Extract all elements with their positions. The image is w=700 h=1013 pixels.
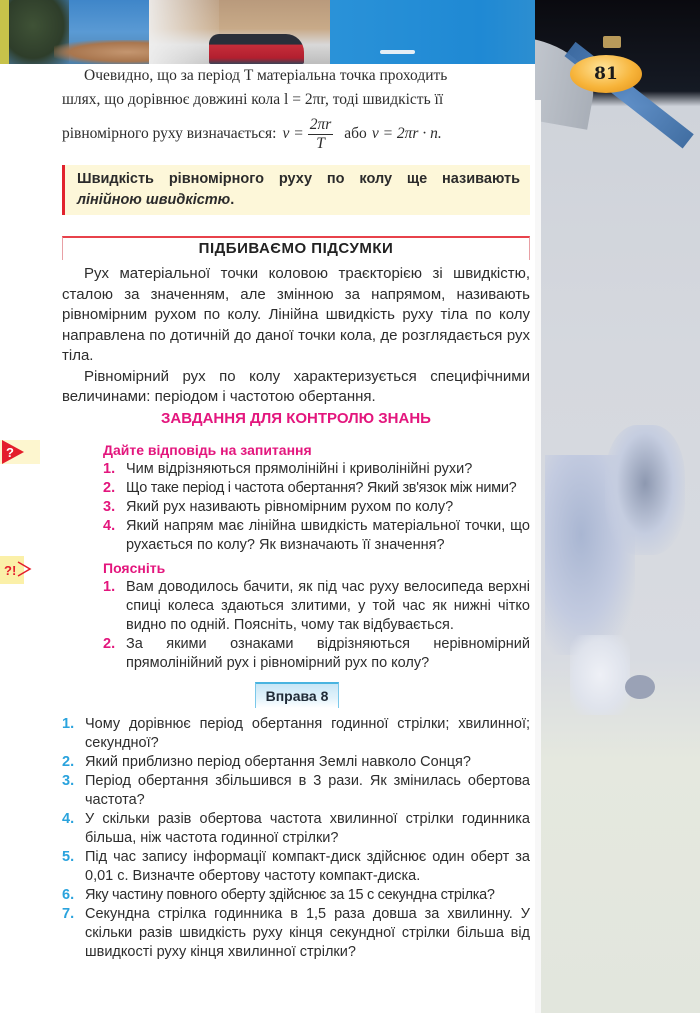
exercise-text: Під час запису інформації компакт-диск здійснює один оберт за 0,01 с. Визначте обертову частоту компакт-диска. (85, 849, 530, 884)
question-text: Який напрям має лінійна швидкість матеріальної точки, що рухається по колу? Як визначають її значення? (126, 518, 530, 553)
horse-hoof-shape (625, 675, 655, 699)
formula1-lhs: v = (282, 125, 304, 142)
exercise-text: Секундна стрілка годинника в 1,5 раза довша за хвилинну. У скільки разів швидкість руху кінця секундної стрілки більша від швидкості руху кінця хвилинної стрілки? (85, 906, 530, 960)
race-car-shape (209, 34, 304, 64)
summary-body (62, 264, 530, 408)
exercise-item (0, 905, 530, 962)
fraction (308, 116, 334, 153)
horse-head-shape (605, 425, 685, 555)
exercise-list (0, 715, 530, 962)
side-illustration (535, 0, 700, 1013)
column-edge (535, 100, 541, 1013)
formula-line (62, 112, 530, 156)
exercise-number: 2. (62, 754, 75, 770)
explain-number: 1. (103, 579, 116, 595)
question-arrow-icon (0, 438, 40, 466)
question-item (103, 479, 530, 498)
question-item (103, 517, 530, 555)
page-number-badge: 81 (570, 55, 642, 93)
definition-text: Швидкість рівномірного руху по колу ще називають (77, 171, 520, 187)
definition-end: . (230, 192, 235, 208)
question-number: 3. (103, 499, 116, 515)
exercise-number: 5. (62, 849, 75, 865)
exercise-item (0, 810, 530, 848)
exercise-item (0, 715, 530, 753)
tasks-title: ЗАВДАННЯ ДЛЯ КОНТРОЛЮ ЗНАНЬ (161, 410, 431, 427)
exercise-item (0, 848, 530, 886)
cougar-shape (54, 40, 159, 64)
explain-list (103, 578, 530, 673)
plane-shape (380, 50, 415, 54)
questions-list (103, 460, 530, 555)
banner-color-strip (0, 0, 9, 64)
question-item (103, 498, 530, 517)
intro-line-1: Очевидно, що за період T матеріальна точка проходить (84, 67, 448, 84)
exercise-item (0, 772, 530, 810)
definition-callout (62, 165, 530, 215)
exercise-text: Період обертання збільшився в 3 рази. Як змінилась обертова частота? (85, 773, 530, 808)
fraction-numerator: 2πr (309, 115, 332, 133)
intro-paragraph (62, 64, 530, 156)
satellite-body-shape (603, 36, 621, 48)
question-number: 2. (103, 480, 116, 496)
question-text: Який рух називають рівномірним рухом по колу? (126, 499, 454, 515)
sky-plane-photo (330, 0, 545, 64)
explain-item (103, 578, 530, 635)
questions-heading: Дайте відповідь на запитання (103, 442, 312, 458)
header-photo-banner (0, 0, 545, 64)
exercise-text: Який приблизно період обертання Землі навколо Сонця? (85, 754, 471, 770)
formula-prefix: рівномірного руху визначається: (62, 125, 277, 142)
exercise-number: 6. (62, 887, 75, 903)
formula2: v = 2πr · n. (371, 125, 442, 142)
question-number: 1. (103, 461, 116, 477)
intro-line-2: шлях, що дорівнює довжині кола l = 2πr, тоді швидкість її (62, 91, 444, 108)
summary-title: ПІДБИВАЄМО ПІДСУМКИ (198, 240, 394, 257)
exercise-item (0, 886, 530, 905)
definition-term: лінійною швидкістю (77, 192, 231, 208)
exercise-text: У скільки разів обертова частота хвилинної стрілки годинника більша, ніж частота годинної стрілки? (85, 811, 530, 846)
horse-leg-shape (570, 635, 630, 715)
explain-item (103, 635, 530, 673)
formula-or: або (344, 125, 367, 142)
exercise-number: 4. (62, 811, 75, 827)
explain-text: За якими ознаками відрізняються нерівномірний прямолінійний рух і рівномірний рух по колу? (126, 636, 530, 671)
horse-illustration (545, 415, 685, 705)
svg-text:?!: ?! (4, 563, 17, 578)
exercise-text: Чому дорівнює період обертання годинної стрілки; хвилинної; секундної? (85, 716, 530, 751)
fraction-denominator: T (316, 134, 325, 152)
question-number: 4. (103, 518, 116, 534)
summary-paragraph-1: Рух матеріальної точки коловою траєкторією зі швидкістю, сталою за значенням, але змінною за напрямом, називають рівномірним рухом по колу. Лінійна швидкість руху тіла по колу направлена по дотичній до даної точки кола, де розглядається рух тіла. (62, 265, 530, 364)
question-text: Чим відрізняються прямолінійні і криволінійні рухи? (126, 461, 473, 477)
question-text: Що таке період і частота обертання? Який зв'язок між ними? (126, 480, 517, 496)
exercise-number: 3. (62, 773, 75, 789)
exercise-badge: Вправа 8 (255, 682, 339, 708)
explain-heading: Поясніть (103, 560, 166, 576)
exercise-number: 1. (62, 716, 75, 732)
svg-text:?: ? (6, 445, 14, 460)
explain-number: 2. (103, 636, 116, 652)
summary-paragraph-2: Рівномірний рух по колу характеризується специфічними величинами: періодом і частотою обертання. (62, 367, 530, 405)
question-item (103, 460, 530, 479)
exercise-item (0, 753, 530, 772)
exercise-number: 7. (62, 906, 75, 922)
cougar-photo (9, 0, 149, 64)
exercise-text: Яку частину повного оберту здійснює за 15 с секундна стрілка? (85, 887, 495, 903)
explain-text: Вам доводилось бачити, як під час руху велосипеда верхні спиці колеса здаються злитими, у той час як нижні чітко видно по одній. Поясніть, чому так відбувається. (126, 579, 530, 633)
exclamation-question-arrow-icon (0, 556, 40, 584)
